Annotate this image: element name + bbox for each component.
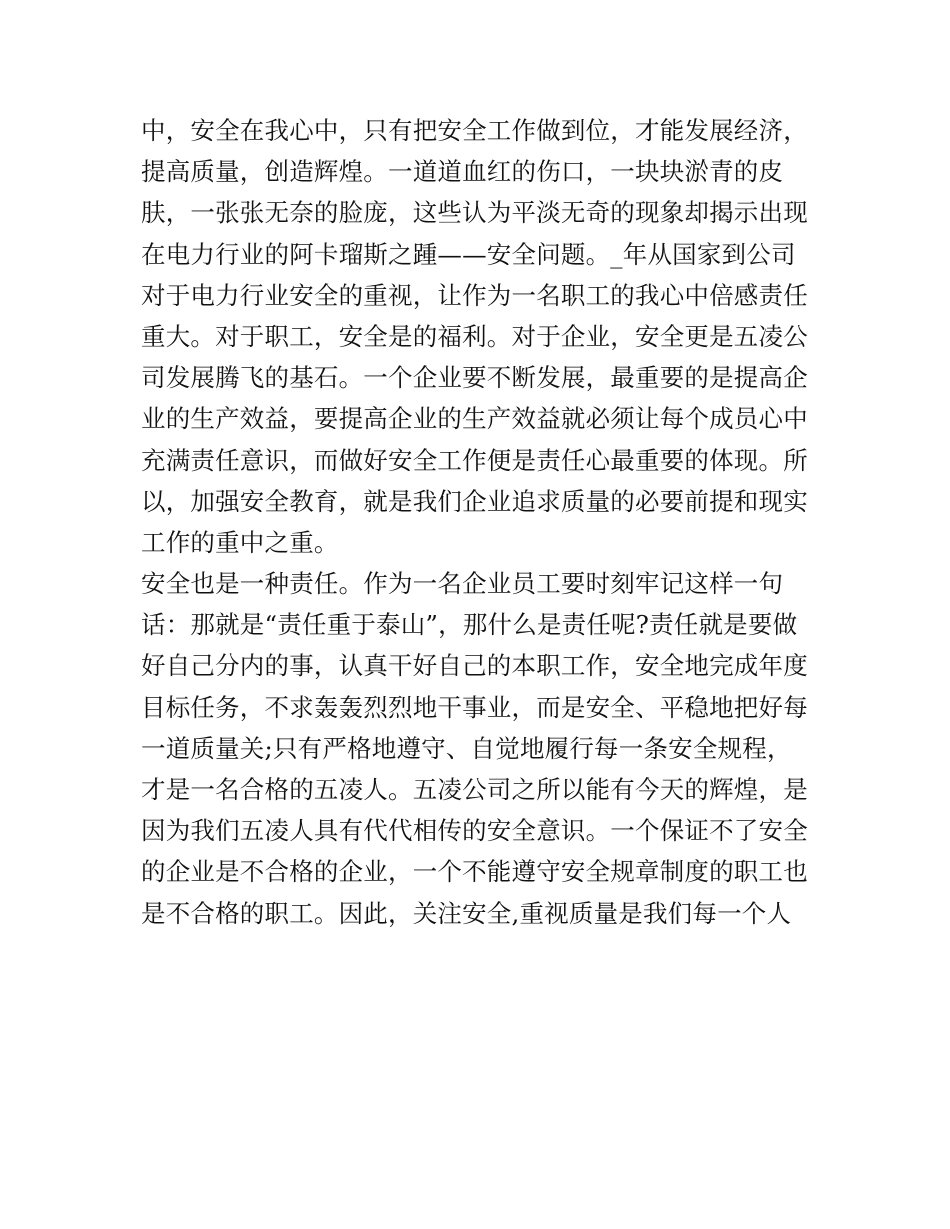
text-line: 中，安全在我心中，只有把安全工作做到位，才能发展经济， [141, 116, 808, 145]
body-text [141, 110, 821, 934]
text-line: 因为我们五凌人具有代代相传的安全意识。一个保证不了安全 [141, 816, 808, 846]
text-line: 肤，一张张无奈的脸庞，这些认为平淡无奇的现象却揭示出现 [141, 198, 808, 228]
text-line: 安全也是一种责任。作为一名企业员工要时刻牢记这样一句 [141, 569, 784, 599]
text-line: 好自己分内的事，认真干好自己的本职工作，安全地完成年度 [141, 651, 808, 681]
text-line: 提高质量，创造辉煌。一道道血红的伤口，一块块淤青的皮 [141, 157, 784, 187]
text-line: 目标任务，不求轰轰烈烈地干事业，而是安全、平稳地把好每 [141, 692, 808, 722]
text-line: 的企业是不合格的企业，一个不能遵守安全规章制度的职工也 [141, 857, 808, 887]
text-line: 才是一名合格的五凌人。五凌公司之所以能有今天的辉煌，是 [141, 775, 808, 804]
text-line: 工作的重中之重。 [141, 527, 339, 557]
text-line: 重大。对于职工，安全是的福利。对于企业，安全更是五凌公 [141, 321, 808, 351]
text-line: 在电力行业的阿卡瑠斯之踵——安全问题。_年从国家到公司 [141, 239, 796, 269]
text-line: 以，加强安全教育，就是我们企业追求质量的必要前提和现实 [141, 486, 808, 516]
text-line: 是不合格的职工。因此，关注安全,重视质量是我们每一个人 [141, 898, 792, 928]
text-line: 一道质量关;只有严格地遵守、自觉地履行每一条安全规程， [141, 733, 792, 763]
text-line: 业的生产效益，要提高企业的生产效益就必须让每个成员心中 [141, 404, 808, 434]
text-line: 司发展腾飞的基石。一个企业要不断发展，最重要的是提高企 [141, 363, 808, 393]
text-line: 对于电力行业安全的重视，让作为一名职工的我心中倍感责任 [141, 280, 808, 310]
text-line: 话：那就是“责任重于泰山”，那什么是责任呢?责任就是要做 [141, 610, 798, 640]
text-line: 充满责任意识，而做好安全工作便是责任心最重要的体现。所 [141, 445, 808, 475]
